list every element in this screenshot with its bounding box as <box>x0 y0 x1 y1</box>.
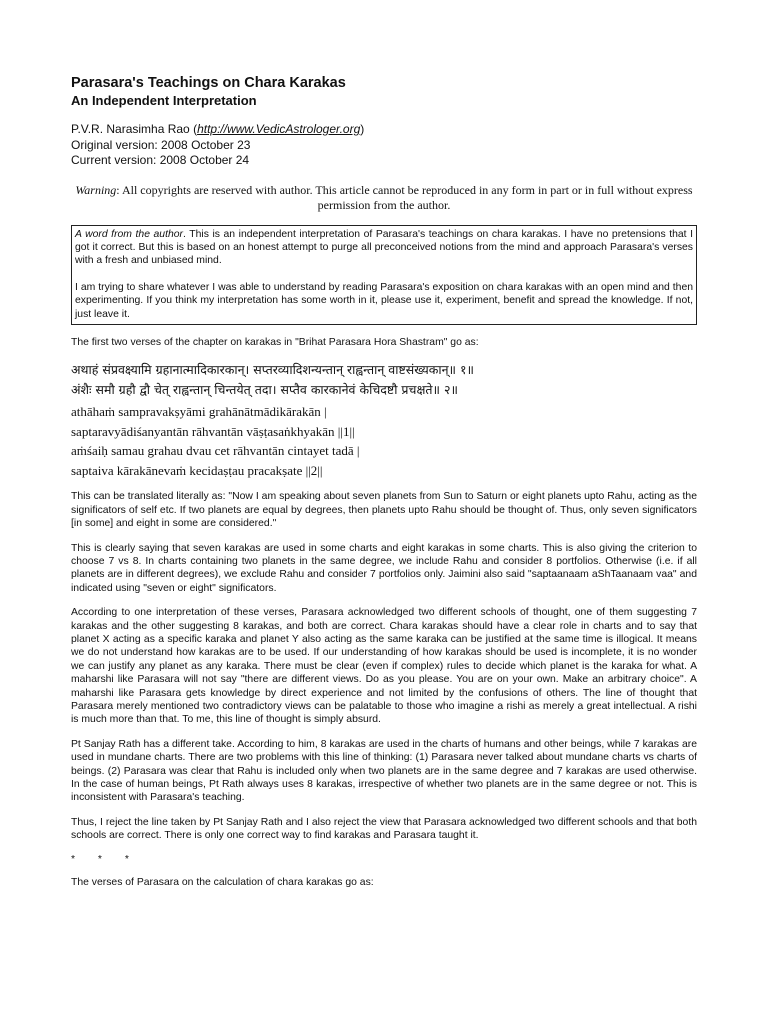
warning-label: Warning <box>75 182 117 197</box>
document-page <box>71 74 697 900</box>
intro-paragraph: The first two verses of the chapter on karakas in "Brihat Parasara Hora Shastram" go as: <box>71 336 479 348</box>
translit-line-1: athāhaṁ sampravakṣyāmi grahānātmādikārakān | <box>71 404 327 420</box>
interpretation-paragraph: According to one interpretation of these verses, Parasara acknowledged two different schools of thought, one of them suggesting 7 karakas and the other suggesting 8 karakas, and both are correct. Chara karakas should have a clear role in charts and to say that planet X acting as a specific karaka and planet Y also acting as the same karaka can be justified at the same time is illogical. It means we do not understand how karakas are to be used. If our understanding of how karakas should be used is incomplete, it is no wonder we can justify any planet as any karaka. There must be clear (even if complex) rules to decide which planet is the karaka for what. A maharshi like Parasara will not say "there are different views. Do as you please. You are on your own. Make an arbitrary choice". A maharshi like Parasara gets knowledge by direct experience and not limited by the confusions of others. The line of thought that Parasara merely mentioned two contradictory views can be palatable to those who imagine a rishi as merely a great intellectual. A rishi is much more than that. To me, this line of thought is simply absurd. <box>71 607 697 726</box>
author-line <box>71 122 697 138</box>
translit-line-3: aṁśaiḥ samau grahau dvau cet rāhvantān cintayet tadā | <box>71 443 360 459</box>
original-version: Original version: 2008 October 23 <box>71 137 251 152</box>
devanagari-verse-1: अथाहं संप्रवक्ष्यामि ग्रहानात्मादिकारकान्। सप्तरव्यादिशन्यन्तान् राह्वन्तान् वाष्टसंख्यकान्॥ १॥ <box>71 362 474 378</box>
document-subtitle: An Independent Interpretation <box>71 93 257 108</box>
devanagari-verses <box>71 360 697 400</box>
section-separator: * * * <box>71 853 129 865</box>
rath-paragraph: Pt Sanjay Rath has a different take. According to him, 8 karakas are used in the charts of humans and other beings, while 7 karakas are used in mundane charts. There are two problems with this line of thinking: (1) Parasara never talked about mundane charts vs charts of beings. (2) Parasara was clear that Rahu is included only when two planets are in the same degree and 7 karakas are used otherwise. In the case of human beings, Pt Rath always uses 8 karakas, irrespective of whether two planets are in the same degree or not. This is inconsistent with Parasara's teaching. <box>71 738 697 804</box>
author-name: P.V.R. Narasimha Rao ( <box>71 122 198 136</box>
translit-line-4: saptaiva kārakānevaṁ kecidaṣṭau pracakṣate ||2|| <box>71 462 323 478</box>
author-note-text-1: . This is an independent interpretation of Parasara's teachings on chara karakas. I have no pretensions that I got it correct. But this is based on an honest attempt to purge all preconceived notions from the mind and approach Parasara's verses with a fresh and unbiased mind. <box>75 228 693 267</box>
document-title: Parasara's Teachings on Chara Karakas <box>71 75 346 91</box>
transliterated-verses <box>71 402 697 480</box>
author-website-link[interactable]: http://www.VedicAstrologer.org <box>197 122 361 136</box>
translation-paragraph: This can be translated literally as: "Now I am speaking about seven planets from Sun to Saturn or eight planets upto Rahu, acting as the significators of self etc. If two planets are equal by degrees, then planets upto Rahu should be thought of. Thus, only seven significators [in some] and eight in some are considered." <box>71 491 697 530</box>
criterion-paragraph: This is clearly saying that seven karakas are used in some charts and eight karakas in some charts. This is also giving the criterion to choose 7 vs 8. In charts containing two planets in the same degree, we include Rahu and consider 8 portfolios. Otherwise (i.e. if all planets are in different degrees), we exclude Rahu and consider 7 portfolios only. Jaimini also said "saptaanaam aShTaanaam vaa" and indicated using "seven or eight" significators. <box>71 542 697 594</box>
current-version: Current version: 2008 October 24 <box>71 153 250 167</box>
author-note-lead: A word from the author <box>75 228 183 240</box>
author-note-box <box>71 225 697 325</box>
calculation-intro-paragraph: The verses of Parasara on the calculation of chara karakas go as: <box>71 876 374 888</box>
author-suffix: ) <box>360 122 365 136</box>
copyright-warning <box>71 183 697 213</box>
author-note-para-2: I am trying to share whatever I was able to understand by reading Parasara's exposition on chara karakas with an open mind and then experimenting. If you think my interpretation has some worth in it, please use it, experiment, benefit and spread the knowledge. If not, just leave it. <box>75 281 693 320</box>
warning-text: : All copyrights are reserved with author. This article cannot be reproduced in any form in part or in full without express permission from the author. <box>116 182 693 212</box>
devanagari-verse-2: अंशैः समौ ग्रहौ द्वौ चेत् राह्वन्तान् चिन्तयेत् तदा। सप्तैव कारकानेवं केचिदष्टौ प्रचक्षते॥ २॥ <box>71 382 458 398</box>
translit-line-2: saptaravyādiśanyantān rāhvantān vāṣṭasaṅkhyakān ||1|| <box>71 423 355 439</box>
conclusion-paragraph: Thus, I reject the line taken by Pt Sanjay Rath and I also reject the view that Parasara acknowledged two different schools and that both schools are correct. There is only one correct way to find karakas and Parasara taught it. <box>71 816 697 842</box>
author-note-para-1 <box>75 228 693 268</box>
